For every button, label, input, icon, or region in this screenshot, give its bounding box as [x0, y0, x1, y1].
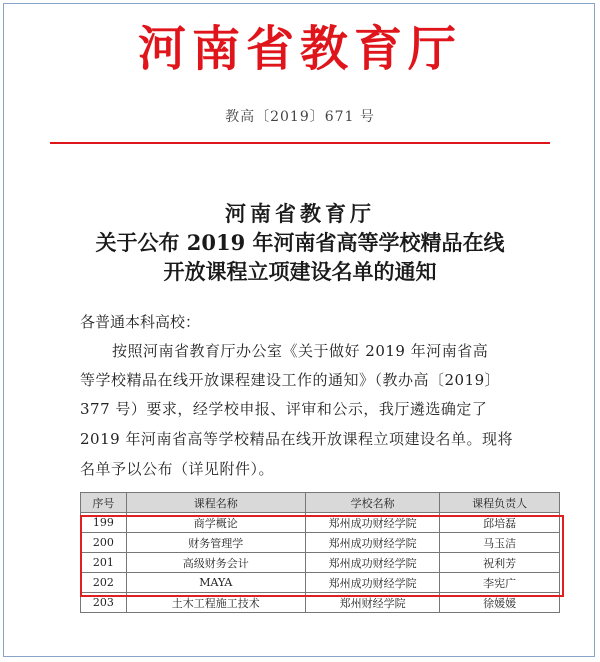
highlight-box — [80, 515, 564, 597]
body-line: 2019 年河南省高等学校精品在线开放课程立项建设名单。现将 — [80, 430, 513, 448]
table-cell: 土木工程施工技术 — [126, 593, 305, 613]
body-line: 按照河南省教育厅办公室《关于做好 2019 年河南省高 — [112, 342, 489, 360]
table-cell: MAYA — [126, 573, 305, 593]
red-divider — [50, 142, 550, 144]
table-cell: 202 — [81, 573, 127, 593]
title-line-1: 河南省教育厅 — [225, 201, 375, 226]
header-cell: 课程负责人 — [440, 493, 560, 513]
table-cell: 郑州成功财经学院 — [305, 513, 439, 533]
body-line: 名单予以公布（详见附件）。 — [80, 460, 275, 478]
table-cell: 邱培磊 — [440, 513, 560, 533]
header-cell: 学校名称 — [305, 493, 439, 513]
table-cell: 商学概论 — [126, 513, 305, 533]
table-cell: 郑州财经学院 — [305, 593, 439, 613]
body-line: 等学校精品在线开放课程建设工作的通知》（教办高〔2019〕 — [80, 371, 501, 389]
table-cell: 201 — [81, 553, 127, 573]
salutation: 各普通本科高校： — [80, 313, 201, 331]
table-cell: 203 — [81, 593, 127, 613]
table-cell: 徐媛媛 — [440, 593, 560, 613]
table-cell: 祝利芳 — [440, 553, 560, 573]
table-cell: 郑州成功财经学院 — [305, 533, 439, 553]
table-cell: 郑州成功财经学院 — [305, 553, 439, 573]
table-header-row — [81, 493, 560, 513]
table-cell: 李宪广 — [440, 573, 560, 593]
table-cell: 郑州成功财经学院 — [305, 573, 439, 593]
document-number: 教高〔2019〕671 号 — [225, 109, 375, 125]
table-cell: 高级财务会计 — [126, 553, 305, 573]
header-cell: 序号 — [81, 493, 127, 513]
title-line-3: 开放课程立项建设名单的通知 — [163, 259, 437, 284]
body-line: 377 号）要求，经学校申报、评审和公示，我厅遴选确定了 — [80, 400, 488, 418]
table-cell: 财务管理学 — [126, 533, 305, 553]
title-line-2: 关于公布 2019 年河南省高等学校精品在线 — [95, 230, 505, 255]
header-cell: 课程名称 — [126, 493, 305, 513]
masthead: 河南省教育厅 — [137, 21, 462, 77]
table-cell: 200 — [81, 533, 127, 553]
table-cell: 马玉洁 — [440, 533, 560, 553]
table-cell: 199 — [81, 513, 127, 533]
